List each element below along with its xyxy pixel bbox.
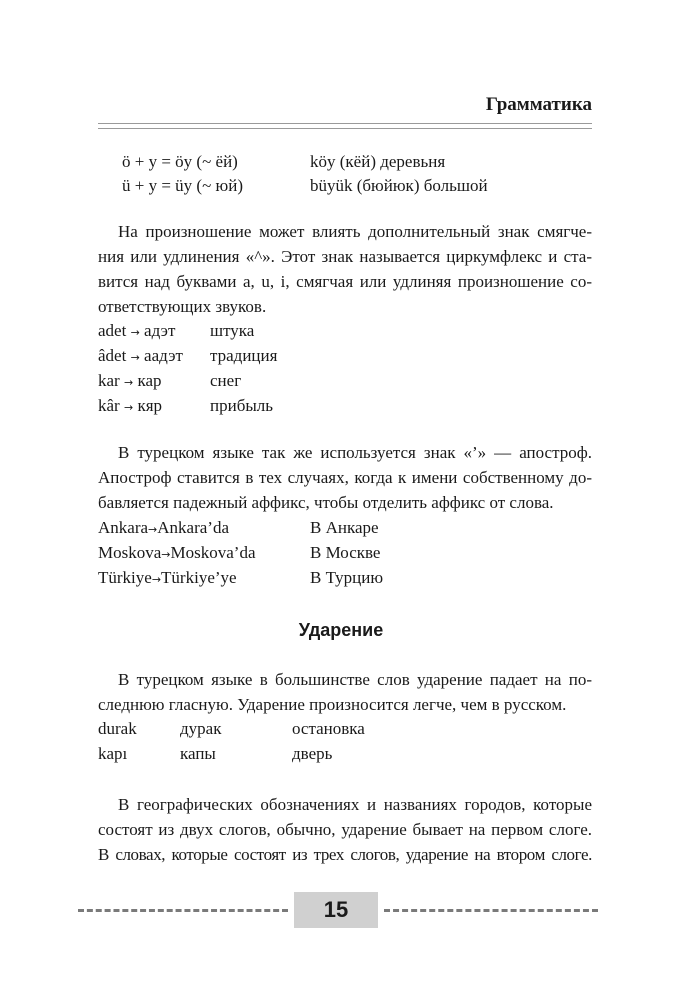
arrow-icon: → <box>130 326 140 339</box>
stress-example-reading-2: капы <box>180 744 216 763</box>
footer-dashes-left <box>78 909 288 912</box>
apostrophe-translation-3: В Турцию <box>310 568 384 587</box>
stress-example-translation-1: остановка <box>292 719 365 738</box>
stress-example-translation-2: дверь <box>292 744 333 763</box>
word: Türkiye <box>98 568 152 587</box>
paragraph-line: бавляется падежный аффикс, чтобы отделить аффикс от слова. <box>98 493 554 512</box>
circumflex-example-3 <box>98 369 162 395</box>
stress-example-word-2: kapı <box>98 744 128 763</box>
circumflex-translation-4: прибыль <box>210 396 274 415</box>
stress-paragraph <box>98 667 592 717</box>
circumflex-translation-1: штука <box>210 321 255 340</box>
circumflex-example-4 <box>98 394 162 420</box>
word: âdet <box>98 346 127 365</box>
case-form: Moskova’da <box>170 543 256 562</box>
paragraph-line: вится над буквами a, u, i, смягчая или удлиняя произношение со- <box>98 272 592 291</box>
apostrophe-translation-1: В Анкаре <box>310 518 379 537</box>
apostrophe-example-1 <box>98 516 229 542</box>
running-header <box>98 92 592 122</box>
page-number: 15 <box>323 897 349 922</box>
circumflex-translation-2: традиция <box>210 346 278 365</box>
reading: адэт <box>144 321 176 340</box>
case-form: Türkiye’ye <box>161 568 237 587</box>
word: Ankara <box>98 518 149 537</box>
geo-paragraph <box>98 792 592 867</box>
reading: аадэт <box>144 346 183 365</box>
word: Moskova <box>98 543 162 562</box>
reading: кар <box>137 371 162 390</box>
paragraph-line: состоят из двух слогов, обычно, ударение бывает на первом слоге. <box>98 820 592 839</box>
arrow-icon: → <box>130 351 140 364</box>
arrow-icon: → <box>123 376 134 389</box>
apostrophe-paragraph <box>98 440 592 515</box>
footer-dashes-right <box>384 909 598 912</box>
apostrophe-example-3 <box>98 566 237 592</box>
page-number-box <box>294 892 378 928</box>
header-rule-top <box>98 123 592 124</box>
paragraph-line: В турецком языке в большинстве слов ударение падает на по- <box>118 670 592 689</box>
word: kar <box>98 371 120 390</box>
vowel-example-1: köy (кёй) деревьня <box>310 152 446 171</box>
circumflex-example-1 <box>98 319 175 345</box>
case-form: Ankara’da <box>157 518 229 537</box>
vowel-rule-1: ö + y = öy (~ ёй) <box>122 152 238 171</box>
apostrophe-example-2 <box>98 541 255 567</box>
vowel-example-2: büyük (бюйюк) большой <box>310 176 488 195</box>
circumflex-example-2 <box>98 344 183 370</box>
word: kâr <box>98 396 120 415</box>
word: adet <box>98 321 127 340</box>
arrow-icon: → <box>151 573 162 586</box>
paragraph-line: В турецком языке так же используется знак «’» — апостроф. <box>118 443 592 462</box>
paragraph-line: В географических обозначениях и названиях городов, которые <box>118 795 592 814</box>
arrow-icon: → <box>123 401 134 414</box>
page-footer <box>78 892 598 928</box>
paragraph-line: В словах, которые состоят из трех слогов, ударение на втором слоге. <box>98 845 592 864</box>
section-title-stress: Ударение <box>298 620 384 640</box>
vowel-rule-2: ü + y = üy (~ юй) <box>122 176 243 195</box>
arrow-icon: → <box>161 548 171 561</box>
header-title: Грамматика <box>485 94 592 115</box>
paragraph-line: Апостроф ставится в тех случаях, когда к имени собственному до- <box>98 468 592 487</box>
arrow-icon: → <box>148 523 158 536</box>
stress-example-word-1: durak <box>98 719 137 738</box>
reading: кяр <box>137 396 163 415</box>
paragraph-line: На произношение может влиять дополнительный знак смягче- <box>118 222 592 241</box>
stress-example-reading-1: дурак <box>180 719 222 738</box>
paragraph-line: ния или удлинения «^». Этот знак называется циркумфлекс и ста- <box>98 247 592 266</box>
paragraph-line: следнюю гласную. Ударение произносится легче, чем в русском. <box>98 695 567 714</box>
circumflex-paragraph <box>98 219 592 319</box>
header-rule-bottom <box>98 128 592 129</box>
apostrophe-translation-2: В Москве <box>310 543 381 562</box>
paragraph-line: ответствующих звуков. <box>98 297 267 316</box>
circumflex-translation-3: снег <box>210 371 242 390</box>
